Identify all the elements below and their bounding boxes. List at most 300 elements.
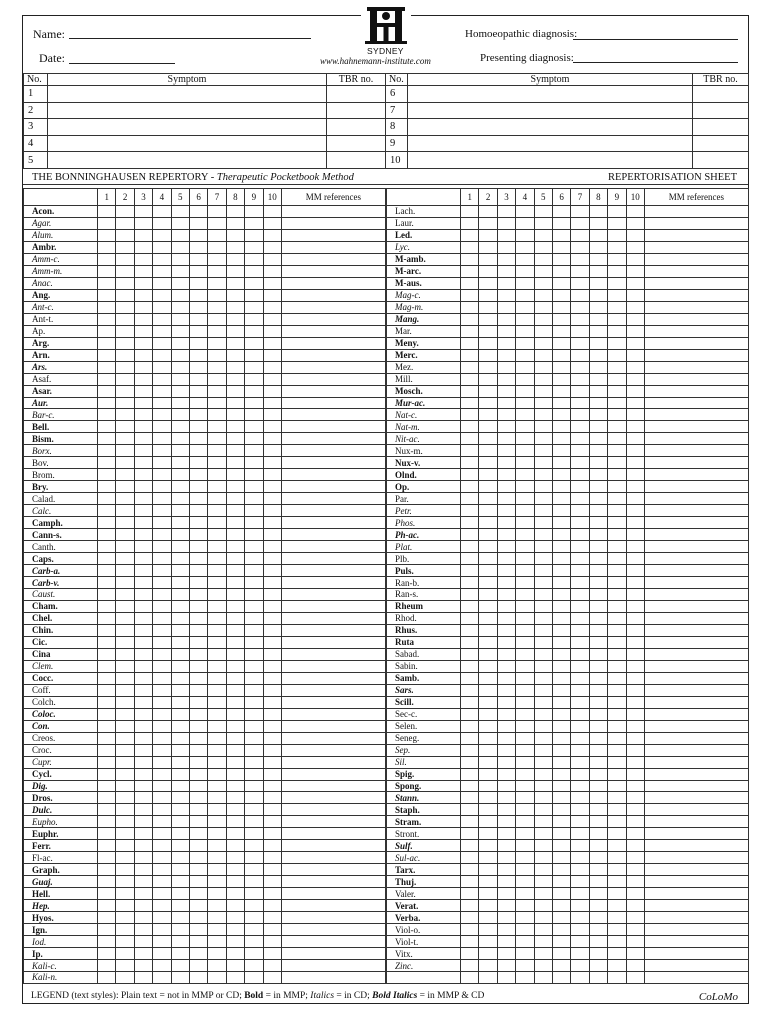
score-cell[interactable] — [626, 589, 644, 601]
mm-reference-cell[interactable] — [281, 349, 385, 361]
score-cell[interactable] — [552, 852, 570, 864]
score-cell[interactable] — [571, 577, 589, 589]
score-cell[interactable] — [626, 612, 644, 624]
tbr-input[interactable] — [693, 119, 749, 136]
score-cell[interactable] — [461, 553, 479, 565]
score-cell[interactable] — [98, 421, 116, 433]
score-cell[interactable] — [497, 972, 515, 984]
symptom-input[interactable] — [48, 102, 327, 119]
score-cell[interactable] — [134, 732, 152, 744]
score-cell[interactable] — [226, 720, 244, 732]
score-cell[interactable] — [479, 517, 497, 529]
score-cell[interactable] — [479, 624, 497, 636]
score-cell[interactable] — [461, 864, 479, 876]
score-cell[interactable] — [116, 481, 134, 493]
score-cell[interactable] — [571, 229, 589, 241]
score-cell[interactable] — [116, 206, 134, 218]
score-cell[interactable] — [626, 265, 644, 277]
score-cell[interactable] — [226, 445, 244, 457]
score-cell[interactable] — [589, 888, 607, 900]
score-cell[interactable] — [208, 756, 226, 768]
score-cell[interactable] — [479, 577, 497, 589]
score-cell[interactable] — [189, 600, 207, 612]
score-cell[interactable] — [116, 744, 134, 756]
score-cell[interactable] — [263, 900, 281, 912]
score-cell[interactable] — [608, 936, 626, 948]
mm-reference-cell[interactable] — [281, 337, 385, 349]
score-cell[interactable] — [479, 469, 497, 481]
score-cell[interactable] — [171, 708, 189, 720]
score-cell[interactable] — [479, 612, 497, 624]
score-cell[interactable] — [516, 505, 534, 517]
score-cell[interactable] — [461, 481, 479, 493]
score-cell[interactable] — [571, 481, 589, 493]
tbr-input[interactable] — [327, 152, 386, 169]
mm-reference-cell[interactable] — [644, 373, 748, 385]
score-cell[interactable] — [263, 229, 281, 241]
score-cell[interactable] — [516, 636, 534, 648]
score-cell[interactable] — [153, 241, 171, 253]
score-cell[interactable] — [171, 469, 189, 481]
score-cell[interactable] — [516, 337, 534, 349]
score-cell[interactable] — [226, 912, 244, 924]
score-cell[interactable] — [626, 457, 644, 469]
score-cell[interactable] — [116, 241, 134, 253]
score-cell[interactable] — [189, 409, 207, 421]
mm-reference-cell[interactable] — [281, 948, 385, 960]
score-cell[interactable] — [552, 600, 570, 612]
score-cell[interactable] — [189, 373, 207, 385]
score-cell[interactable] — [534, 780, 552, 792]
score-cell[interactable] — [153, 696, 171, 708]
score-cell[interactable] — [589, 409, 607, 421]
score-cell[interactable] — [534, 648, 552, 660]
score-cell[interactable] — [608, 720, 626, 732]
score-cell[interactable] — [608, 648, 626, 660]
score-cell[interactable] — [571, 900, 589, 912]
score-cell[interactable] — [245, 924, 263, 936]
score-cell[interactable] — [134, 972, 152, 984]
score-cell[interactable] — [497, 397, 515, 409]
score-cell[interactable] — [263, 876, 281, 888]
score-cell[interactable] — [98, 553, 116, 565]
score-cell[interactable] — [98, 313, 116, 325]
score-cell[interactable] — [479, 768, 497, 780]
score-cell[interactable] — [208, 445, 226, 457]
mm-reference-cell[interactable] — [644, 505, 748, 517]
mm-reference-cell[interactable] — [281, 816, 385, 828]
score-cell[interactable] — [98, 361, 116, 373]
score-cell[interactable] — [98, 325, 116, 337]
score-cell[interactable] — [461, 960, 479, 972]
score-cell[interactable] — [461, 972, 479, 984]
score-cell[interactable] — [626, 912, 644, 924]
score-cell[interactable] — [171, 206, 189, 218]
score-cell[interactable] — [552, 517, 570, 529]
score-cell[interactable] — [552, 289, 570, 301]
score-cell[interactable] — [208, 313, 226, 325]
score-cell[interactable] — [479, 888, 497, 900]
score-cell[interactable] — [552, 325, 570, 337]
score-cell[interactable] — [208, 337, 226, 349]
score-cell[interactable] — [534, 696, 552, 708]
score-cell[interactable] — [153, 409, 171, 421]
score-cell[interactable] — [263, 217, 281, 229]
score-cell[interactable] — [153, 768, 171, 780]
score-cell[interactable] — [479, 289, 497, 301]
score-cell[interactable] — [116, 253, 134, 265]
score-cell[interactable] — [153, 421, 171, 433]
score-cell[interactable] — [571, 636, 589, 648]
score-cell[interactable] — [263, 696, 281, 708]
score-cell[interactable] — [608, 493, 626, 505]
score-cell[interactable] — [552, 684, 570, 696]
score-cell[interactable] — [208, 792, 226, 804]
score-cell[interactable] — [116, 421, 134, 433]
mm-reference-cell[interactable] — [281, 828, 385, 840]
score-cell[interactable] — [263, 493, 281, 505]
score-cell[interactable] — [552, 253, 570, 265]
score-cell[interactable] — [226, 648, 244, 660]
score-cell[interactable] — [589, 636, 607, 648]
score-cell[interactable] — [626, 876, 644, 888]
score-cell[interactable] — [461, 612, 479, 624]
score-cell[interactable] — [479, 301, 497, 313]
score-cell[interactable] — [589, 972, 607, 984]
mm-reference-cell[interactable] — [644, 217, 748, 229]
score-cell[interactable] — [479, 445, 497, 457]
score-cell[interactable] — [608, 972, 626, 984]
score-cell[interactable] — [608, 505, 626, 517]
score-cell[interactable] — [608, 553, 626, 565]
score-cell[interactable] — [189, 924, 207, 936]
score-cell[interactable] — [589, 457, 607, 469]
score-cell[interactable] — [171, 768, 189, 780]
score-cell[interactable] — [153, 948, 171, 960]
score-cell[interactable] — [189, 565, 207, 577]
score-cell[interactable] — [461, 744, 479, 756]
score-cell[interactable] — [626, 385, 644, 397]
score-cell[interactable] — [208, 972, 226, 984]
score-cell[interactable] — [134, 744, 152, 756]
score-cell[interactable] — [226, 481, 244, 493]
score-cell[interactable] — [552, 924, 570, 936]
score-cell[interactable] — [116, 337, 134, 349]
score-cell[interactable] — [98, 229, 116, 241]
mm-reference-cell[interactable] — [644, 804, 748, 816]
score-cell[interactable] — [189, 672, 207, 684]
score-cell[interactable] — [134, 756, 152, 768]
score-cell[interactable] — [245, 241, 263, 253]
score-cell[interactable] — [171, 852, 189, 864]
score-cell[interactable] — [134, 696, 152, 708]
mm-reference-cell[interactable] — [644, 361, 748, 373]
score-cell[interactable] — [226, 337, 244, 349]
score-cell[interactable] — [497, 313, 515, 325]
score-cell[interactable] — [589, 206, 607, 218]
score-cell[interactable] — [226, 421, 244, 433]
score-cell[interactable] — [626, 732, 644, 744]
score-cell[interactable] — [479, 385, 497, 397]
score-cell[interactable] — [134, 337, 152, 349]
score-cell[interactable] — [497, 493, 515, 505]
score-cell[interactable] — [608, 517, 626, 529]
mm-reference-cell[interactable] — [281, 876, 385, 888]
mm-reference-cell[interactable] — [644, 277, 748, 289]
mm-reference-cell[interactable] — [644, 337, 748, 349]
score-cell[interactable] — [571, 756, 589, 768]
score-cell[interactable] — [571, 684, 589, 696]
score-cell[interactable] — [226, 433, 244, 445]
score-cell[interactable] — [461, 253, 479, 265]
score-cell[interactable] — [134, 936, 152, 948]
score-cell[interactable] — [552, 864, 570, 876]
score-cell[interactable] — [208, 816, 226, 828]
score-cell[interactable] — [589, 684, 607, 696]
mm-reference-cell[interactable] — [281, 529, 385, 541]
score-cell[interactable] — [171, 936, 189, 948]
score-cell[interactable] — [534, 876, 552, 888]
score-cell[interactable] — [116, 277, 134, 289]
score-cell[interactable] — [461, 241, 479, 253]
score-cell[interactable] — [226, 864, 244, 876]
score-cell[interactable] — [571, 337, 589, 349]
score-cell[interactable] — [626, 660, 644, 672]
score-cell[interactable] — [153, 217, 171, 229]
mm-reference-cell[interactable] — [281, 301, 385, 313]
score-cell[interactable] — [208, 433, 226, 445]
score-cell[interactable] — [226, 349, 244, 361]
score-cell[interactable] — [552, 313, 570, 325]
score-cell[interactable] — [608, 636, 626, 648]
score-cell[interactable] — [571, 565, 589, 577]
score-cell[interactable] — [516, 469, 534, 481]
score-cell[interactable] — [608, 948, 626, 960]
score-cell[interactable] — [263, 517, 281, 529]
score-cell[interactable] — [552, 780, 570, 792]
score-cell[interactable] — [534, 397, 552, 409]
score-cell[interactable] — [534, 517, 552, 529]
mm-reference-cell[interactable] — [644, 672, 748, 684]
score-cell[interactable] — [479, 912, 497, 924]
score-cell[interactable] — [263, 505, 281, 517]
score-cell[interactable] — [226, 289, 244, 301]
score-cell[interactable] — [516, 349, 534, 361]
score-cell[interactable] — [189, 900, 207, 912]
score-cell[interactable] — [608, 241, 626, 253]
score-cell[interactable] — [479, 864, 497, 876]
mm-reference-cell[interactable] — [644, 648, 748, 660]
score-cell[interactable] — [608, 684, 626, 696]
score-cell[interactable] — [98, 589, 116, 601]
score-cell[interactable] — [461, 589, 479, 601]
score-cell[interactable] — [189, 804, 207, 816]
tbr-input[interactable] — [327, 86, 386, 103]
score-cell[interactable] — [571, 696, 589, 708]
score-cell[interactable] — [608, 612, 626, 624]
mm-reference-cell[interactable] — [281, 517, 385, 529]
score-cell[interactable] — [189, 828, 207, 840]
mm-reference-cell[interactable] — [644, 553, 748, 565]
score-cell[interactable] — [134, 804, 152, 816]
score-cell[interactable] — [516, 277, 534, 289]
score-cell[interactable] — [608, 433, 626, 445]
score-cell[interactable] — [208, 589, 226, 601]
score-cell[interactable] — [571, 433, 589, 445]
score-cell[interactable] — [608, 409, 626, 421]
score-cell[interactable] — [98, 577, 116, 589]
score-cell[interactable] — [516, 589, 534, 601]
score-cell[interactable] — [589, 744, 607, 756]
mm-reference-cell[interactable] — [281, 385, 385, 397]
score-cell[interactable] — [208, 469, 226, 481]
score-cell[interactable] — [134, 229, 152, 241]
score-cell[interactable] — [571, 289, 589, 301]
score-cell[interactable] — [589, 361, 607, 373]
score-cell[interactable] — [171, 529, 189, 541]
score-cell[interactable] — [245, 493, 263, 505]
score-cell[interactable] — [552, 421, 570, 433]
score-cell[interactable] — [534, 493, 552, 505]
score-cell[interactable] — [134, 361, 152, 373]
score-cell[interactable] — [552, 445, 570, 457]
score-cell[interactable] — [116, 780, 134, 792]
mm-reference-cell[interactable] — [281, 433, 385, 445]
score-cell[interactable] — [263, 660, 281, 672]
score-cell[interactable] — [208, 828, 226, 840]
mm-reference-cell[interactable] — [644, 684, 748, 696]
score-cell[interactable] — [497, 206, 515, 218]
score-cell[interactable] — [98, 241, 116, 253]
mm-reference-cell[interactable] — [644, 241, 748, 253]
score-cell[interactable] — [552, 624, 570, 636]
mm-reference-cell[interactable] — [644, 421, 748, 433]
score-cell[interactable] — [534, 289, 552, 301]
score-cell[interactable] — [516, 301, 534, 313]
mm-reference-cell[interactable] — [281, 924, 385, 936]
score-cell[interactable] — [608, 253, 626, 265]
score-cell[interactable] — [226, 457, 244, 469]
score-cell[interactable] — [497, 337, 515, 349]
score-cell[interactable] — [497, 253, 515, 265]
score-cell[interactable] — [226, 852, 244, 864]
score-cell[interactable] — [479, 505, 497, 517]
score-cell[interactable] — [626, 445, 644, 457]
score-cell[interactable] — [116, 912, 134, 924]
score-cell[interactable] — [571, 936, 589, 948]
score-cell[interactable] — [626, 936, 644, 948]
score-cell[interactable] — [245, 600, 263, 612]
score-cell[interactable] — [98, 301, 116, 313]
score-cell[interactable] — [497, 565, 515, 577]
score-cell[interactable] — [479, 529, 497, 541]
score-cell[interactable] — [608, 397, 626, 409]
score-cell[interactable] — [516, 457, 534, 469]
score-cell[interactable] — [497, 732, 515, 744]
score-cell[interactable] — [245, 565, 263, 577]
score-cell[interactable] — [116, 972, 134, 984]
score-cell[interactable] — [189, 289, 207, 301]
symptom-input[interactable] — [48, 119, 327, 136]
score-cell[interactable] — [189, 720, 207, 732]
score-cell[interactable] — [245, 349, 263, 361]
score-cell[interactable] — [153, 493, 171, 505]
score-cell[interactable] — [153, 206, 171, 218]
score-cell[interactable] — [171, 828, 189, 840]
score-cell[interactable] — [263, 924, 281, 936]
score-cell[interactable] — [226, 936, 244, 948]
score-cell[interactable] — [479, 708, 497, 720]
score-cell[interactable] — [153, 277, 171, 289]
score-cell[interactable] — [497, 433, 515, 445]
mm-reference-cell[interactable] — [644, 541, 748, 553]
score-cell[interactable] — [552, 840, 570, 852]
score-cell[interactable] — [571, 589, 589, 601]
score-cell[interactable] — [116, 265, 134, 277]
score-cell[interactable] — [461, 648, 479, 660]
score-cell[interactable] — [608, 756, 626, 768]
score-cell[interactable] — [497, 361, 515, 373]
score-cell[interactable] — [534, 684, 552, 696]
score-cell[interactable] — [534, 229, 552, 241]
score-cell[interactable] — [479, 217, 497, 229]
score-cell[interactable] — [608, 600, 626, 612]
score-cell[interactable] — [534, 948, 552, 960]
score-cell[interactable] — [497, 517, 515, 529]
score-cell[interactable] — [479, 313, 497, 325]
score-cell[interactable] — [461, 708, 479, 720]
score-cell[interactable] — [589, 385, 607, 397]
score-cell[interactable] — [534, 888, 552, 900]
score-cell[interactable] — [171, 948, 189, 960]
mm-reference-cell[interactable] — [644, 972, 748, 984]
score-cell[interactable] — [479, 553, 497, 565]
score-cell[interactable] — [479, 349, 497, 361]
score-cell[interactable] — [497, 648, 515, 660]
score-cell[interactable] — [461, 720, 479, 732]
score-cell[interactable] — [461, 792, 479, 804]
score-cell[interactable] — [189, 217, 207, 229]
mm-reference-cell[interactable] — [281, 313, 385, 325]
score-cell[interactable] — [461, 505, 479, 517]
score-cell[interactable] — [516, 445, 534, 457]
score-cell[interactable] — [608, 457, 626, 469]
score-cell[interactable] — [226, 708, 244, 720]
score-cell[interactable] — [208, 217, 226, 229]
score-cell[interactable] — [134, 206, 152, 218]
score-cell[interactable] — [571, 541, 589, 553]
score-cell[interactable] — [516, 421, 534, 433]
score-cell[interactable] — [189, 912, 207, 924]
score-cell[interactable] — [534, 612, 552, 624]
score-cell[interactable] — [516, 265, 534, 277]
score-cell[interactable] — [208, 253, 226, 265]
score-cell[interactable] — [153, 541, 171, 553]
score-cell[interactable] — [98, 864, 116, 876]
score-cell[interactable] — [208, 421, 226, 433]
score-cell[interactable] — [479, 277, 497, 289]
score-cell[interactable] — [134, 241, 152, 253]
score-cell[interactable] — [226, 744, 244, 756]
score-cell[interactable] — [134, 828, 152, 840]
score-cell[interactable] — [245, 505, 263, 517]
mm-reference-cell[interactable] — [281, 672, 385, 684]
score-cell[interactable] — [608, 277, 626, 289]
score-cell[interactable] — [134, 780, 152, 792]
score-cell[interactable] — [245, 469, 263, 481]
score-cell[interactable] — [226, 792, 244, 804]
score-cell[interactable] — [226, 768, 244, 780]
